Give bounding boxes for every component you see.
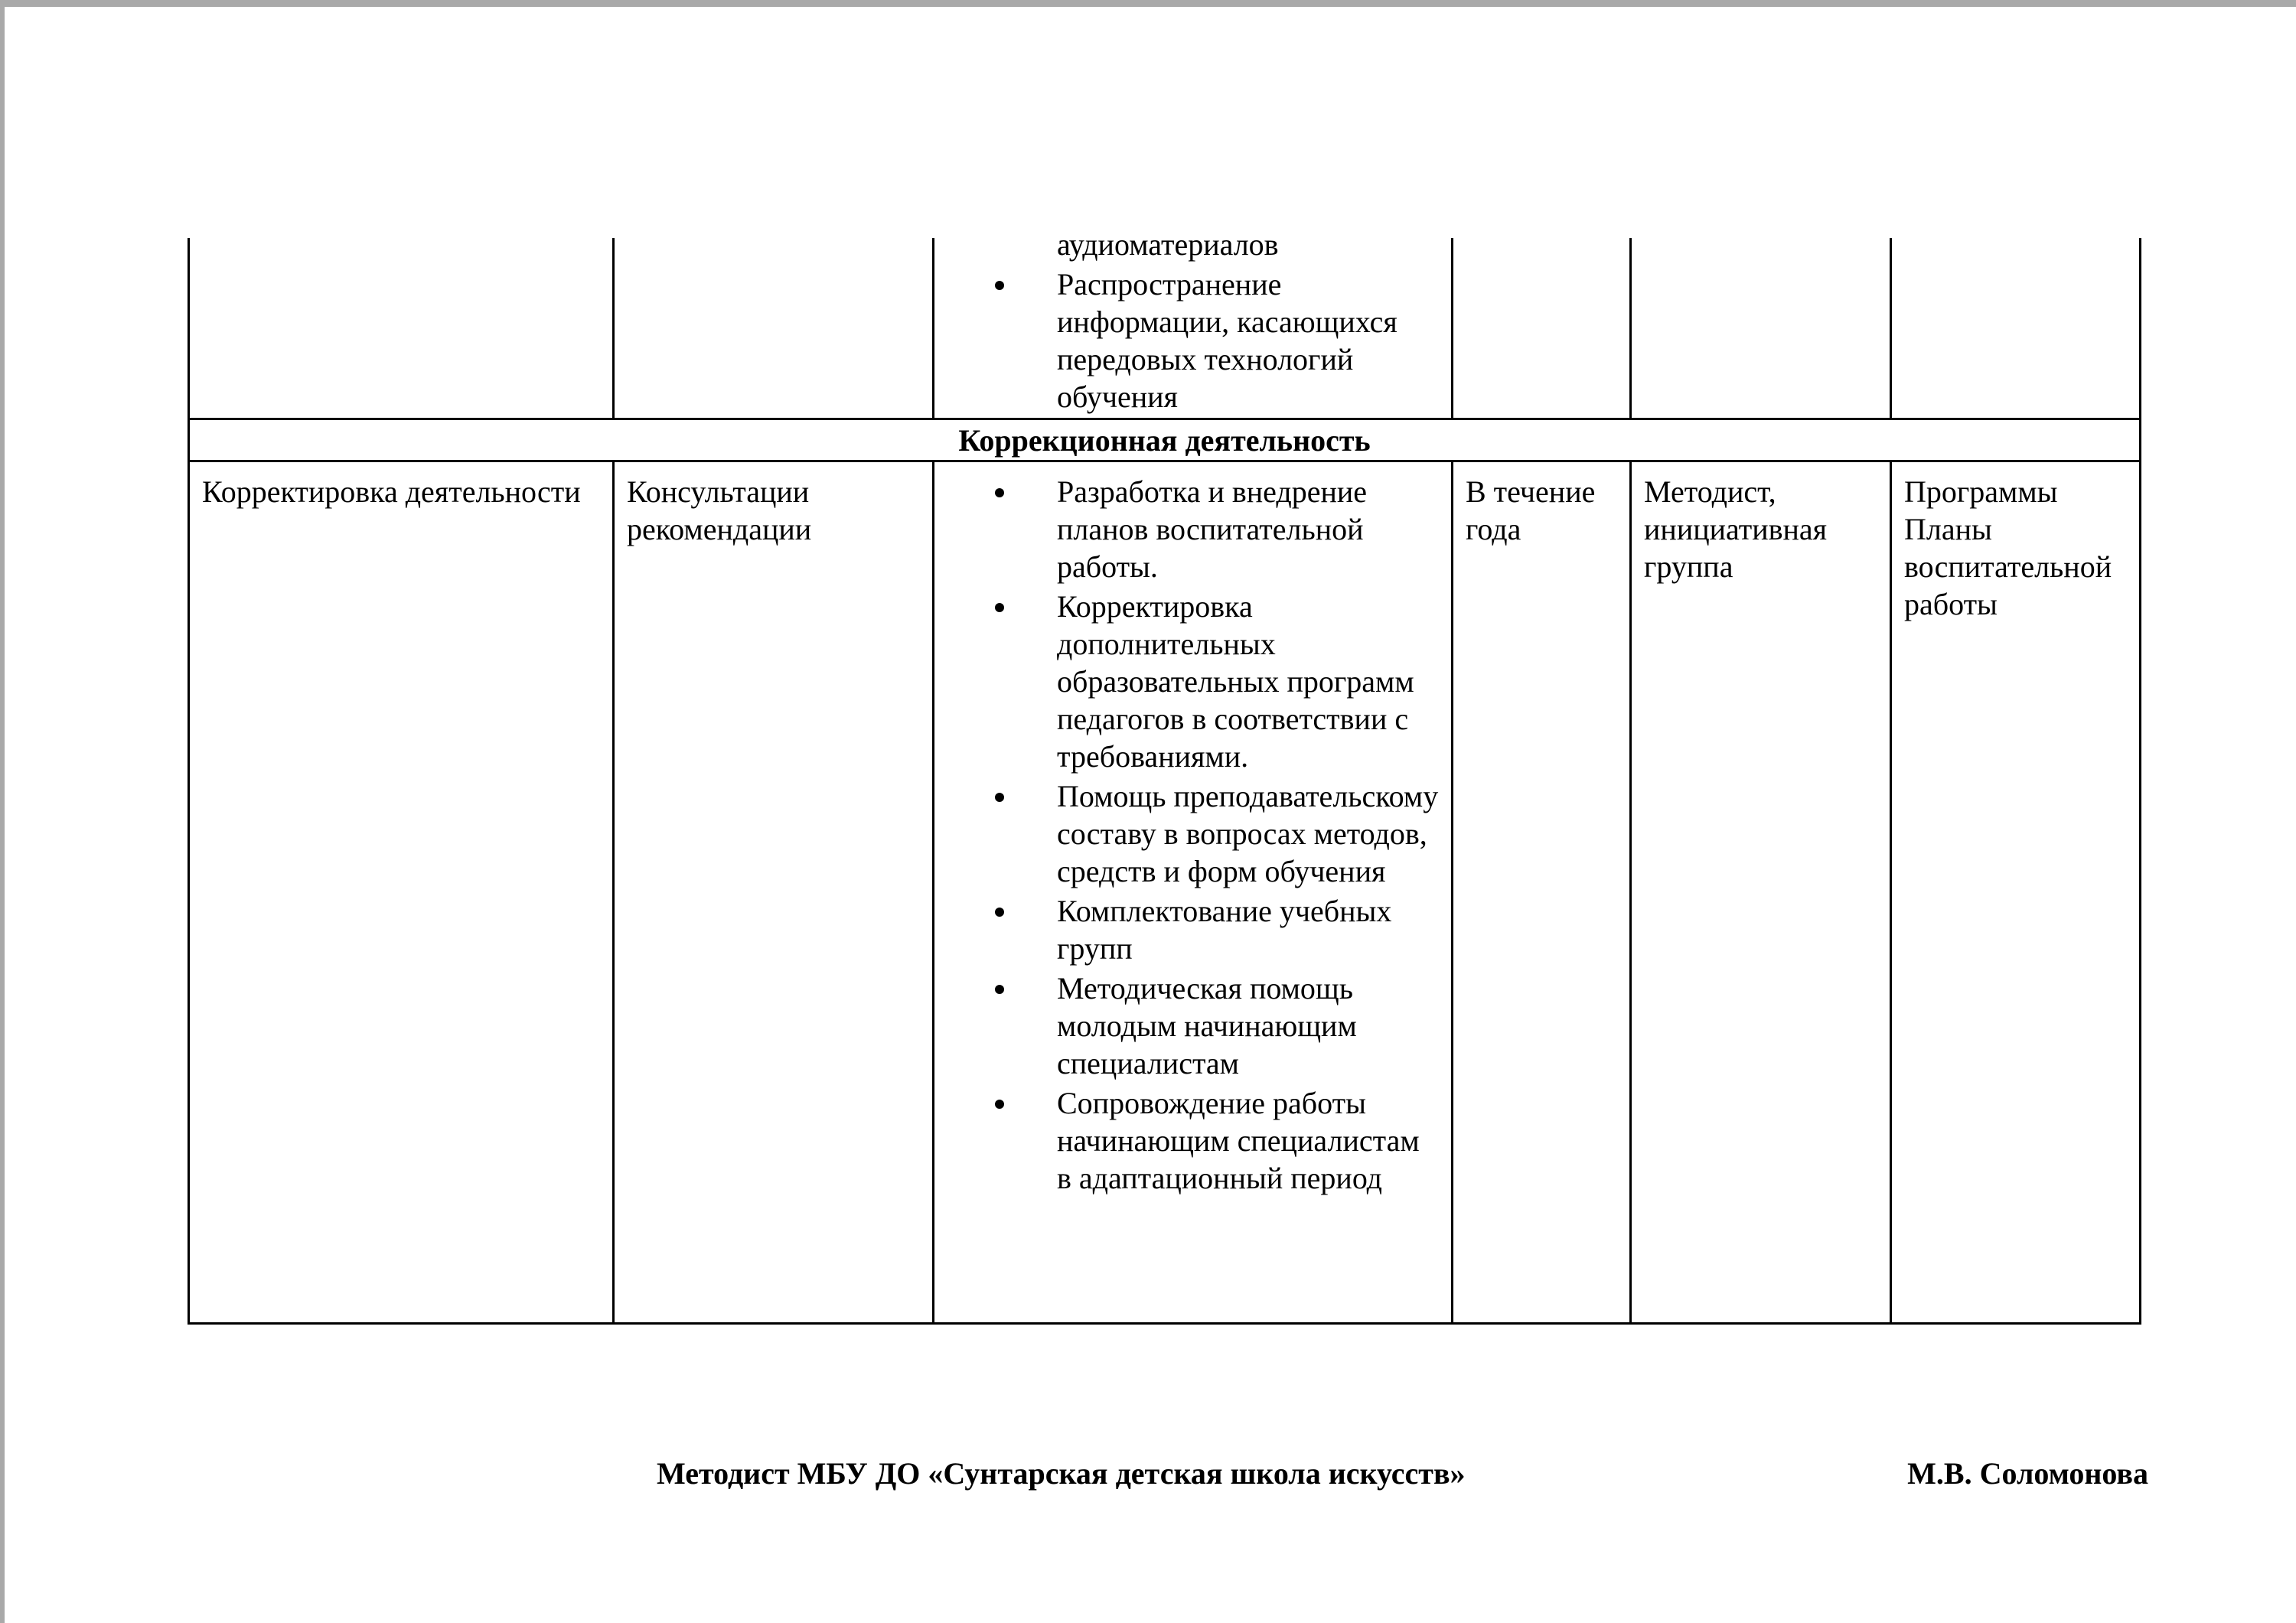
section-heading-row: [189, 419, 2141, 461]
list-item: [1057, 238, 1440, 263]
list-item-text: Сопровождение работы начинающим специалистам в адаптационный период: [1057, 1086, 1420, 1195]
list-item: [1057, 892, 1440, 967]
list-item: [1057, 473, 1440, 585]
table-row: [189, 461, 2141, 1324]
bullet-dot-icon: [995, 281, 1004, 290]
list-item: [1057, 266, 1440, 416]
cell-responsible: Методист, инициативная группа: [1631, 461, 1891, 1324]
result-line: Программы: [1904, 474, 2058, 509]
bullet-dot-icon: [995, 908, 1004, 917]
cell-form-empty: [614, 238, 934, 419]
list-item-text: Комплектование учебных групп: [1057, 894, 1392, 966]
list-item-text: аудиоматериалов: [1057, 238, 1279, 262]
cell-timing-empty: [1453, 238, 1631, 419]
bullet-list: [947, 473, 1440, 1197]
result-line: Планы воспитательной работы: [1904, 512, 2112, 621]
activity-table: [188, 238, 2141, 1325]
list-item: [1057, 588, 1440, 775]
bullet-list-continued: [947, 238, 1440, 416]
signature-position: Методист МБУ ДО «Сунтарская детская школа искусств»: [657, 1456, 1466, 1491]
bullet-dot-icon: [995, 985, 1004, 994]
list-item-text: Распространение информации, касающихся передовых технологий обучения: [1057, 267, 1397, 414]
cell-responsible-empty: [1631, 238, 1891, 419]
section-heading: Коррекционная деятельность: [189, 419, 2141, 461]
bullet-dot-icon: [995, 793, 1004, 802]
cell-form: Консультации рекомендации: [614, 461, 934, 1324]
table-row-continued: [189, 238, 2141, 419]
cell-direction: Корректировка деятельности: [189, 461, 614, 1324]
cell-result: [1891, 461, 2141, 1324]
bullet-dot-icon: [995, 488, 1004, 497]
cell-result-empty: [1891, 238, 2141, 419]
signature-name: М.В. Соломонова: [1907, 1456, 2148, 1491]
cell-content: [934, 461, 1453, 1324]
cell-content-continued: [934, 238, 1453, 419]
list-item-text: Методическая помощь молодым начинающим специалистам: [1057, 971, 1357, 1080]
list-item: [1057, 970, 1440, 1082]
bullet-dot-icon: [995, 1100, 1004, 1109]
list-item-text: Помощь преподавательскому составу в вопросах методов, средств и форм обучения: [1057, 779, 1439, 888]
list-item-text: Разработка и внедрение планов воспитательной работы.: [1057, 474, 1368, 584]
list-item: [1057, 777, 1440, 890]
cell-timing: В течение года: [1453, 461, 1631, 1324]
list-item: [1057, 1084, 1440, 1197]
list-item-text: Корректировка дополнительных образовательных программ педагогов в соответствии с требованиями.: [1057, 589, 1414, 774]
cell-direction-empty: [189, 238, 614, 419]
bullet-dot-icon: [995, 603, 1004, 612]
